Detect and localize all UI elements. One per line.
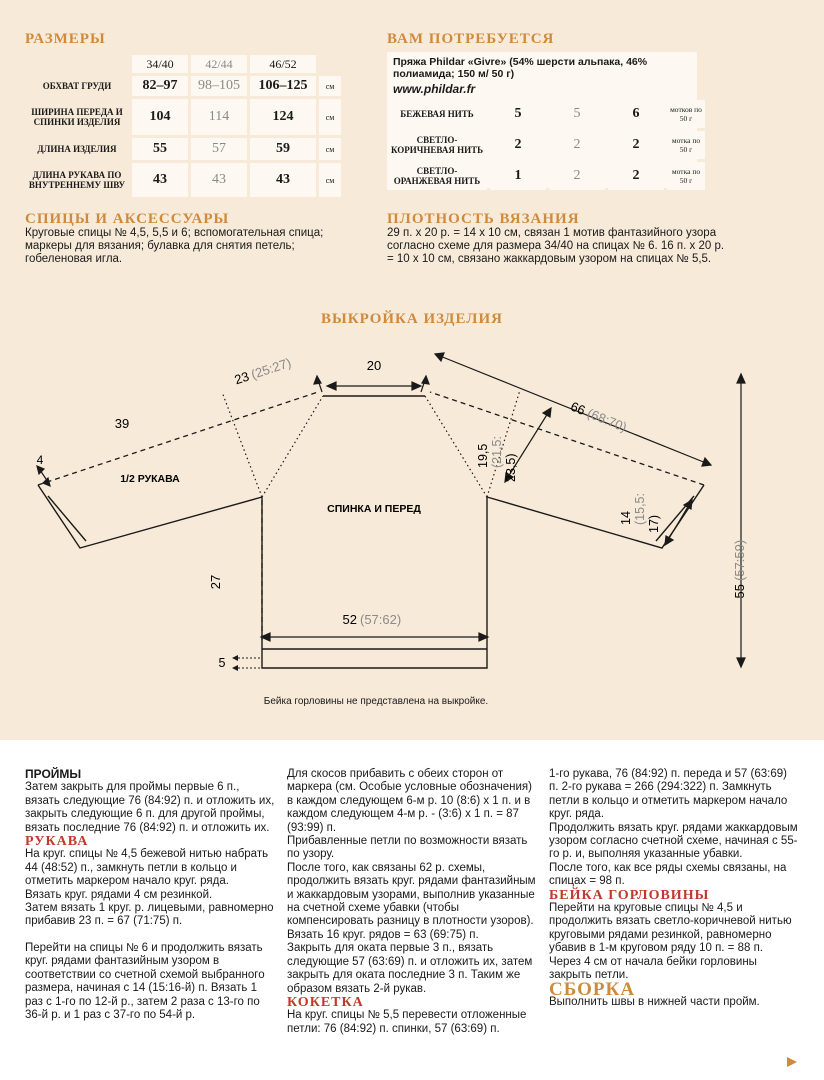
pattern-schematic <box>0 335 824 705</box>
section-heading: РУКАВА <box>25 834 89 850</box>
yarn-cell: 2 <box>608 162 664 190</box>
section-heading: ПРОЙМЫ <box>25 767 82 781</box>
dim-rib-height: 5 <box>218 656 226 670</box>
instruction-paragraph: Затем закрыть для проймы первые 6 п., вязать следующие 76 (84:92) п. и отложить их, закрыть следующие 6 п. для другой проймы, вязать последние 76 (84:92) п. и отложить их. <box>25 781 275 834</box>
pattern-heading: ВЫКРОЙКА ИЗДЕЛИЯ <box>321 311 503 327</box>
sleeve-top-right <box>430 392 704 485</box>
dim-cuff-a: 14 <box>619 511 633 525</box>
instructions-col-2 <box>287 768 537 1036</box>
size-cell: 104 <box>132 99 188 135</box>
yarn-description: Пряжа Phildar «Givre» (54% шерсти альпака, 46% полиамида; 150 м/ 50 г) <box>393 56 648 80</box>
dim-raglan-back-b: (21,5: <box>490 436 504 468</box>
instruction-paragraph: На круг. спицы № 5,5 перевести отложенные петли: 76 (84:92) п. спинки, 57 (63:69) п. <box>287 1009 527 1035</box>
needles-heading: СПИЦЫ И АКСЕССУАРЫ <box>25 211 230 227</box>
sizes-heading: РАЗМЕРЫ <box>25 31 106 47</box>
yarn-unit: мотков по 50 г <box>667 100 705 128</box>
dim-total-b: (57:59) <box>732 539 747 581</box>
instructions-col-3 <box>549 768 799 1009</box>
instructions-col-1 <box>25 768 275 1022</box>
section-heading: БЕЙКА ГОРЛОВИНЫ <box>549 887 710 903</box>
section-heading: СБОРКА <box>549 978 636 1000</box>
yarn-cell: 2 <box>549 162 605 190</box>
dim-body-height: 27 <box>208 574 223 590</box>
yarn-unit: мотка по 50 г <box>667 162 705 190</box>
dim-raglan-back-c: 23,5) <box>504 453 518 482</box>
instruction-paragraph: Вязать круг. рядами 4 см резинкой. <box>25 888 213 901</box>
size-cell: 106–125 <box>250 76 316 96</box>
size-unit: см <box>319 138 341 160</box>
size-cell: 114 <box>191 99 247 135</box>
instruction-paragraph: Перейти на спицы № 6 и продолжить вязать круг. рядами фантазийным узором в соответствии со счетной схемой выбранного размера, начиная с 14 (15:16-й) п. Вязать 1 раз с 1-го по 12-й р., затем 2 раза с 13-го по 36-й р. и 1 раз с 37-го по 54-й р. <box>25 941 265 1021</box>
size-row-label: ОБХВАТ ГРУДИ <box>42 81 112 91</box>
yarn-cell: 2 <box>608 131 664 159</box>
body-label: СПИНКА И ПЕРЕД <box>327 503 421 515</box>
size-cell: 98–105 <box>191 76 247 96</box>
size-unit: см <box>319 99 341 135</box>
dim-width-a: 52 <box>342 612 357 627</box>
instruction-paragraph: После того, как связаны 62 р. схемы, продолжить вязать круг. рядами фантазийным и жаккардовым узорами, выполнив указанные на счетной схеме убавки (чтобы компенсировать разницу в плотности узоров). <box>287 861 536 928</box>
dim-sleeve-length: 39 <box>114 416 130 431</box>
dim-total-a: 55 <box>732 584 747 599</box>
pattern-note: Бейка горловины не представлена на выкройке. <box>263 696 489 707</box>
yarn-cell: 1 <box>490 162 546 190</box>
next-page-arrow-icon <box>785 1055 799 1069</box>
materials-heading: ВАМ ПОТРЕБУЕТСЯ <box>387 31 555 47</box>
yarn-row-label: СВЕТЛО-КОРИЧНЕВАЯ НИТЬ <box>387 131 487 159</box>
dim-raglan-b: (25:27) <box>249 354 293 382</box>
instruction-paragraph: Закрыть для оката первые 3 п., вязать следующие 57 (63:69) п. и отложить их, затем закрыть для оката последние 3 п. Таким же образом вязать 2-й рукав. <box>287 942 533 995</box>
yarn-cell: 6 <box>608 100 664 128</box>
size-col-3: 46/52 <box>250 55 316 73</box>
instruction-paragraph: После того, как все ряды схемы связаны, на спицах = 98 п. <box>549 861 787 888</box>
instruction-paragraph: На круг. спицы № 4,5 бежевой нитью набрать 44 (48:52) п., замкнуть петли в кольцо и отметить маркером начало круг. ряда. <box>25 848 269 888</box>
dim-cuff-height: 4 <box>36 453 44 467</box>
dim-cuff-c: 17) <box>647 514 661 533</box>
size-cell: 55 <box>132 138 188 160</box>
instruction-paragraph: Вязать 16 круг. рядов = 63 (69:75) п. <box>287 928 479 941</box>
size-col-1: 34/40 <box>132 55 188 73</box>
instruction-paragraph: Через 4 см от начала бейки горловины закрыть петли. <box>549 955 757 982</box>
brand-url: www.phildar.fr <box>393 82 476 96</box>
size-cell: 43 <box>250 163 316 197</box>
dim-raglan-a: 23 <box>232 368 251 388</box>
gauge-text: 29 п. х 20 р. = 14 х 10 см, связан 1 мотив фантазийного узора согласно схеме для размера 34/40 на спицах № 6. 16 п. х 20 р. = 10 х 10 см, связано жаккардовым узором на спицах № 5,5. <box>387 227 725 265</box>
dim-sleeve-top-b: (68:70) <box>585 405 629 435</box>
left-sleeve-outline <box>38 485 262 548</box>
dim-raglan-back-a: 19,5 <box>476 443 490 468</box>
size-cell: 43 <box>132 163 188 197</box>
size-row-label: ШИРИНА ПЕРЕДА И СПИНКИ ИЗДЕЛИЯ <box>31 107 123 127</box>
size-cell: 43 <box>191 163 247 197</box>
instruction-paragraph: Для скосов прибавить с обеих сторон от маркера (см. Особые условные обозначения) в каждом следующем 6-м р. 10 (8:6) х 1 п. и в каждом следующем 4-м р. - (3:6) х 1 п. = 87 (93:99) п. <box>287 768 532 834</box>
size-cell: 124 <box>250 99 316 135</box>
size-unit: см <box>319 163 341 197</box>
raglan-left-front <box>262 396 323 497</box>
size-cell: 57 <box>191 138 247 160</box>
yarn-row-label: БЕЖЕВАЯ НИТЬ <box>387 100 487 128</box>
yarn-cell: 5 <box>490 100 546 128</box>
dim-cuff-b: (15,5: <box>633 493 647 525</box>
yarn-row-label: СВЕТЛО-ОРАНЖЕВАЯ НИТЬ <box>387 162 487 190</box>
needles-text: Круговые спицы № 4,5, 5,5 и 6; вспомогательная спица; маркеры для вязания; булавка для снятия петель; гобеленовая игла. <box>25 227 324 265</box>
section-heading: КОКЕТКА <box>287 994 364 1010</box>
yarn-cell: 5 <box>549 100 605 128</box>
size-cell: 82–97 <box>132 76 188 96</box>
left-cuff-line <box>48 496 86 541</box>
paragraph-gap <box>25 929 275 942</box>
dim-width-b: (57:62) <box>360 612 402 627</box>
instruction-paragraph: Перейти на круговые спицы № 4,5 и продолжить вязать светло-коричневой нитью круговыми рядами резинкой, равномерно убавив в 1-м круговом ряду 10 п. = 88 п. <box>549 902 792 955</box>
instruction-paragraph: Затем вязать 1 круг. р. лицевыми, равномерно прибавив 23 п. = 67 (71:75) п. <box>25 902 274 928</box>
yarn-unit: мотка по 50 г <box>667 131 705 159</box>
gauge-heading: ПЛОТНОСТЬ ВЯЗАНИЯ <box>387 211 580 227</box>
yarn-cell: 2 <box>549 131 605 159</box>
instruction-paragraph: 1-го рукава, 76 (84:92) п. переда и 57 (63:69) п. 2-го рукава = 266 (294:322) п. Замкнуть петли в кольцо и отметить маркером начало круг. ряда. <box>549 768 788 821</box>
size-cell: 59 <box>250 138 316 160</box>
sizes-table <box>22 52 344 200</box>
yarn-cell: 2 <box>490 131 546 159</box>
sleeve-top-left <box>38 392 318 485</box>
size-row-label: ДЛИНА ИЗДЕЛИЯ <box>37 144 117 154</box>
instruction-paragraph: Продолжить вязать круг. рядами жаккардовым узором согласно счетной схеме, начиная с 55-го р. и, выполняя указанные убавки. <box>549 821 798 861</box>
dim-neck-width: 20 <box>366 358 382 373</box>
dim-sleeve-top-a: 66 <box>568 398 588 418</box>
body-outline <box>262 497 487 668</box>
materials-table <box>384 97 708 193</box>
raglan-left-back <box>222 392 262 497</box>
sleeve-label: 1/2 РУКАВА <box>120 473 180 485</box>
size-row-label: ДЛИНА РУКАВА ПО ВНУТРЕННЕМУ ШВУ <box>28 170 126 190</box>
size-unit: см <box>319 76 341 96</box>
instruction-paragraph: Прибавленные петли по возможности вязать по узору. <box>287 835 528 861</box>
size-col-2: 42/44 <box>191 55 247 73</box>
instruction-paragraph: Выполнить швы в нижней части пройм. <box>549 995 760 1008</box>
